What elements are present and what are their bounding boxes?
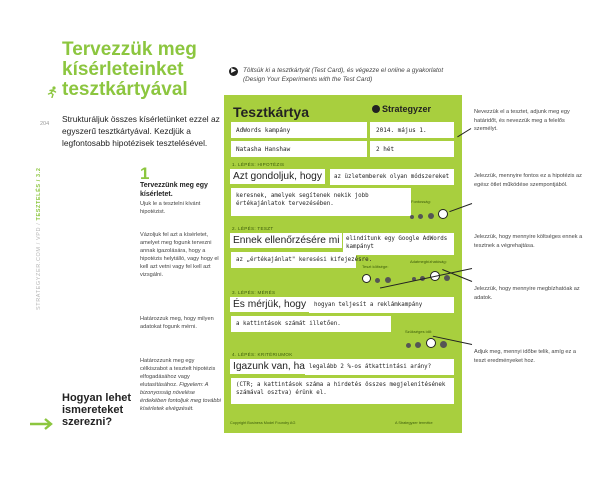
importance-scale xyxy=(410,206,448,224)
scale-dot xyxy=(444,275,450,281)
card-footer-brand: A Strategyzer terméke xyxy=(395,421,433,425)
selected-scale-icon xyxy=(438,209,448,219)
vertical-breadcrumb-section: TESZTELÉS / 3.2 xyxy=(36,167,42,221)
step3-answer2: a kattintások számát illetően. xyxy=(236,321,341,327)
strategyzer-icon xyxy=(372,105,380,113)
card-copyright: Copyright Business Model Foundry AG xyxy=(230,421,296,425)
step4-answer2: (CTR; a kattintások száma a hirdetés összes megjelenítésének számával osztva) érünk el. xyxy=(236,382,446,396)
scale-dot xyxy=(428,213,434,219)
arrow-right-icon xyxy=(30,418,56,430)
page-headline: Tervezzük meg kísérleteinket tesztkártyával xyxy=(62,39,197,100)
step-heading: Tervezzünk meg egy kísérletet. xyxy=(140,182,208,198)
right-note-time: Adjuk meg, mennyi időbe telik, amíg ez a teszt eredményeket hoz. xyxy=(474,349,576,364)
scale-dot xyxy=(415,342,421,348)
step1-answer1: az üzletemberek olyan módszereket xyxy=(334,174,450,180)
scale-dot xyxy=(385,277,391,283)
step2-label: 2. LÉPÉS: TESZT xyxy=(232,226,274,231)
step2-phrase: Ennek ellenőrzésére mi xyxy=(230,233,342,248)
vertical-breadcrumb-prefix: STRATEGYZER.COM / VPD / xyxy=(36,222,42,310)
step3-label: 3. LÉPÉS: MÉRÉS xyxy=(232,290,276,295)
selected-scale-icon xyxy=(426,338,436,348)
test-cost-label: Teszt költsége: xyxy=(362,264,389,269)
left-note-criteria-warning: Figyelem: A bizonyosság növelése érdekében fontoljuk meg további kísérletek elvégzését. xyxy=(140,382,221,412)
page-number: 204 xyxy=(40,121,50,127)
instruction-text: Töltsük ki a tesztkártyát (Test Card), és végezze el online a gyakorlatot (Design Your Experiments with the Test Card) xyxy=(243,67,444,83)
step4-answer1: legalább 2 %-os átkattintási arány? xyxy=(309,364,432,370)
left-note-criteria-main: Határozzunk meg egy célkiszabot a tesztelt hipotézis elfogadásához vagy elutasításához. xyxy=(140,358,216,388)
step2-answer1: elindítunk egy Google AdWords kampányt xyxy=(346,236,448,250)
data-reliability-label: Adatmegbízhatóság: xyxy=(410,259,447,264)
step2-answer2: az „értékajánlat" keresési kifejezésre. xyxy=(236,257,373,263)
online-exercise-icon: ▶ xyxy=(229,67,238,76)
step-subtext: Ujuk le a tesztelni kívánt hipotézist. xyxy=(140,201,201,215)
step4-phrase: Igazunk van, ha xyxy=(230,359,308,374)
brand-logo xyxy=(372,104,431,114)
importance-label: Fontosság: xyxy=(411,199,431,204)
left-note-criteria xyxy=(140,357,222,413)
runner-icon xyxy=(46,86,58,98)
test-name-field: AdWords kampány xyxy=(236,127,291,134)
left-note-experiment: Vázoljuk fel azt a kísérletet, amelyet meg fogunk tervezni annak igazolására, hogy a hipotézis helytálló, vagy hogy el kell azt vetni vagy fel kell azt vizsgálni. xyxy=(140,232,219,278)
right-note-cost: Jelezzük, hogy mennyire költséges ennek a tesztnek a végrehajtása. xyxy=(474,234,583,249)
selected-scale-icon xyxy=(362,274,371,283)
step4-label: 4. LÉPÉS: KRITÉRIUMOK xyxy=(232,352,293,357)
step-number: 1 xyxy=(140,164,150,183)
time-required-label: Szükséges idő: xyxy=(405,329,433,334)
scale-dot xyxy=(440,341,447,348)
right-note-reliability: Jelezzük, hogy mennyire megbízhatóak az adatok. xyxy=(474,286,580,301)
assigned-field: Natasha Hanshaw xyxy=(236,146,291,153)
duration-field: 2 hét xyxy=(376,146,395,153)
scale-dot xyxy=(375,278,380,283)
right-note-importance: Jelezzük, mennyire fontos ez a hipotézis az egész ötlet működése szempontjából. xyxy=(474,173,582,188)
step1-phrase: Azt gondoljuk, hogy xyxy=(230,169,325,184)
date-field: 2014. május 1. xyxy=(376,127,427,134)
right-note-name-test: Nevezzük el a tesztet, adjunk meg egy határidőt, és nevezzük meg a felelős személyt. xyxy=(474,109,570,132)
intro-text: Strukturáljuk összes kísérletünket ezzel az egyszerű tesztkártyával. Kezdjük a legfontosabb hipotézisek tesztelésével. xyxy=(62,114,220,148)
step3-answer1: hogyan teljesít a reklámkampány xyxy=(314,302,423,308)
scale-dot xyxy=(410,215,414,219)
question-heading: Hogyan lehet ismereteket szerezni? xyxy=(62,392,132,428)
step1-answer2: keresnek, amelyek segítenek nekik jobb értékajánlatok tervezésében. xyxy=(236,193,369,207)
step1-label: 1. LÉPÉS: HIPOTÉZIS xyxy=(232,162,285,167)
card-title: Tesztkártya xyxy=(233,104,310,120)
left-note-measure: Határozzuk meg, hogy milyen adatokat fogunk mérni. xyxy=(140,316,214,330)
scale-dot xyxy=(418,214,423,219)
vertical-breadcrumb xyxy=(36,168,42,311)
scale-dot xyxy=(406,343,411,348)
step3-phrase: És mérjük, hogy xyxy=(230,297,309,312)
brand-name: Strategyzer xyxy=(382,104,432,114)
